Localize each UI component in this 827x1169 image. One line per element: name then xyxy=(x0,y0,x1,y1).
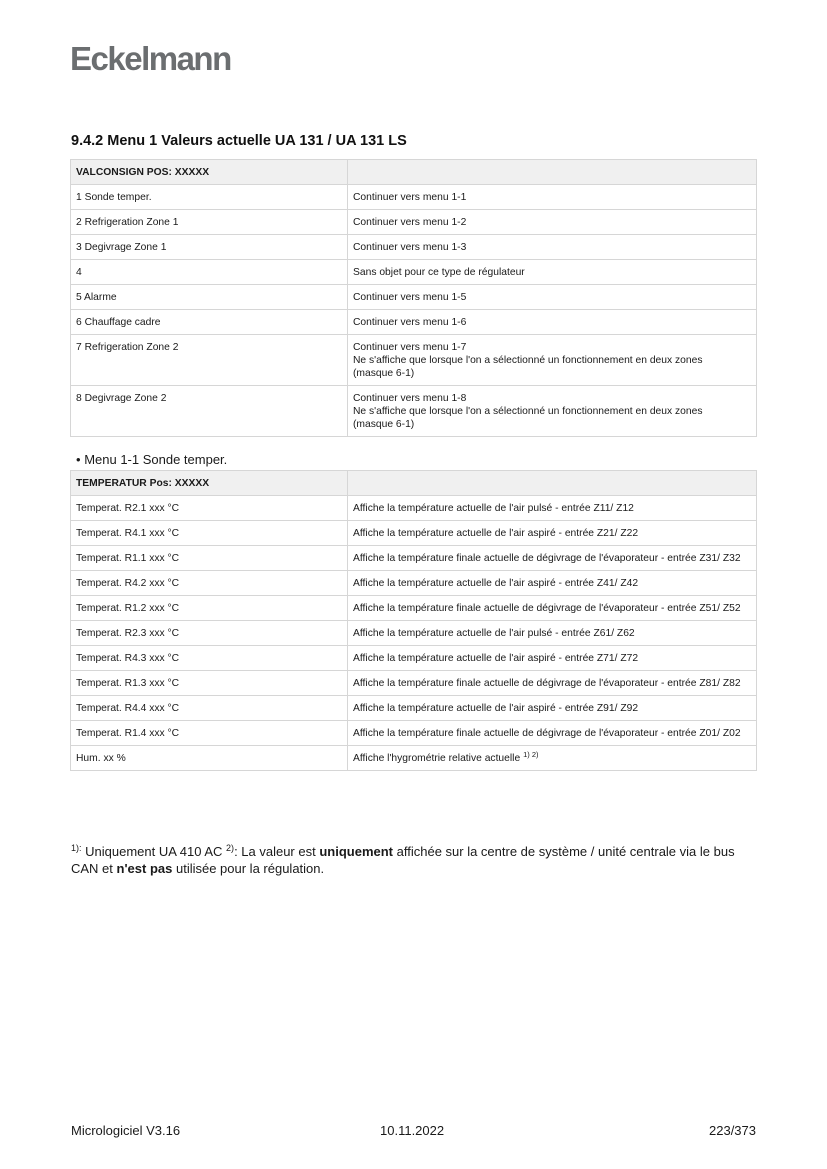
description-note: Ne s'affiche que lorsque l'on a sélectionné un fonctionnement en deux zones xyxy=(353,355,703,366)
description-note: (masque 6-1) xyxy=(353,419,415,430)
table-row xyxy=(71,310,757,335)
description-note: Ne s'affiche que lorsque l'on a sélectionné un fonctionnement en deux zones xyxy=(353,406,703,417)
menu-item-description xyxy=(348,285,757,310)
description-note: (masque 6-1) xyxy=(353,368,415,379)
table-row xyxy=(71,185,757,210)
temperature-label: Temperat. R4.2 xxx °C xyxy=(71,571,348,596)
menu-item-description xyxy=(348,185,757,210)
bullet-text: Menu 1-1 Sonde temper. xyxy=(84,452,228,467)
footnote-text-2: : La valeur est xyxy=(234,844,320,859)
table-row xyxy=(71,210,757,235)
table-header-row xyxy=(71,160,757,185)
temperature-description: Affiche la température actuelle de l'air aspiré - entrée Z41/ Z42 xyxy=(348,571,757,596)
description-text: Continuer vers menu 1-6 xyxy=(353,317,467,328)
footer-page-number: 223/373 xyxy=(709,1123,756,1138)
submenu-bullet xyxy=(76,452,227,467)
table-row xyxy=(71,696,757,721)
temperature-description: Affiche la température actuelle de l'air aspiré - entrée Z71/ Z72 xyxy=(348,646,757,671)
menu-item-label: 7 Refrigeration Zone 2 xyxy=(71,335,348,386)
table-row xyxy=(71,671,757,696)
footnote-mark-2: 2) xyxy=(226,843,235,853)
temperature-label: Temperat. R1.4 xxx °C xyxy=(71,721,348,746)
table-row xyxy=(71,646,757,671)
footnote-text-3: affichée sur la centre de système / unité centrale via le bus CAN et xyxy=(71,844,735,876)
temperature-label: Temperat. R4.1 xxx °C xyxy=(71,521,348,546)
humidity-description xyxy=(348,746,757,771)
footnote-bold-1: uniquement xyxy=(319,844,394,859)
table-header-empty-cell xyxy=(348,160,757,185)
temperature-description: Affiche la température finale actuelle de dégivrage de l'évaporateur - entrée Z31/ Z32 xyxy=(348,546,757,571)
temperature-description: Affiche la température finale actuelle de dégivrage de l'évaporateur - entrée Z81/ Z82 xyxy=(348,671,757,696)
temperature-label: Temperat. R2.1 xxx °C xyxy=(71,496,348,521)
menu-item-label: 4 xyxy=(71,260,348,285)
temperature-label: Temperat. R1.3 xxx °C xyxy=(71,671,348,696)
menu-1-1-table xyxy=(70,470,757,771)
menu-item-label: 2 Refrigeration Zone 1 xyxy=(71,210,348,235)
description-text: Continuer vers menu 1-3 xyxy=(353,242,467,253)
footnote-text-1: Uniquement UA 410 AC xyxy=(81,844,227,859)
humidity-label: Hum. xx % xyxy=(71,746,348,771)
menu-item-label: 6 Chauffage cadre xyxy=(71,310,348,335)
table-row xyxy=(71,285,757,310)
table-row xyxy=(71,721,757,746)
description-text: Continuer vers menu 1-8 xyxy=(353,393,467,404)
temperature-label: Temperat. R4.4 xxx °C xyxy=(71,696,348,721)
table-row xyxy=(71,621,757,646)
description-text: Continuer vers menu 1-2 xyxy=(353,217,467,228)
table-header-cell: VALCONSIGN POS: XXXXX xyxy=(71,160,348,185)
temperature-description: Affiche la température actuelle de l'air pulsé - entrée Z61/ Z62 xyxy=(348,621,757,646)
menu-item-description xyxy=(348,310,757,335)
description-text: Continuer vers menu 1-7 xyxy=(353,342,467,353)
footnote-text-4: utilisée pour la régulation. xyxy=(172,861,325,876)
menu-item-description xyxy=(348,260,757,285)
description-text: Continuer vers menu 1-1 xyxy=(353,192,467,203)
table-header-row xyxy=(71,471,757,496)
menu-item-label: 5 Alarme xyxy=(71,285,348,310)
table-row xyxy=(71,546,757,571)
menu-item-description xyxy=(348,335,757,386)
table-row xyxy=(71,235,757,260)
bullet-symbol: • xyxy=(76,452,81,467)
humidity-description-text: Affiche l'hygrométrie relative actuelle xyxy=(353,753,521,764)
footer-software-version: Micrologiciel V3.16 xyxy=(71,1123,181,1138)
table-header-empty-cell xyxy=(348,471,757,496)
description-text: Continuer vers menu 1-5 xyxy=(353,292,467,303)
menu-1-table xyxy=(70,159,757,437)
table-header-cell: TEMPERATUR Pos: XXXXX xyxy=(71,471,348,496)
temperature-description: Affiche la température actuelle de l'air aspiré - entrée Z91/ Z92 xyxy=(348,696,757,721)
menu-item-label: 1 Sonde temper. xyxy=(71,185,348,210)
footer-date: 10.11.2022 xyxy=(380,1123,445,1138)
temperature-description: Affiche la température finale actuelle de dégivrage de l'évaporateur - entrée Z51/ Z52 xyxy=(348,596,757,621)
temperature-description: Affiche la température actuelle de l'air pulsé - entrée Z11/ Z12 xyxy=(348,496,757,521)
description-text: Sans objet pour ce type de régulateur xyxy=(353,267,525,278)
temperature-label: Temperat. R1.1 xxx °C xyxy=(71,546,348,571)
table-row xyxy=(71,596,757,621)
menu-item-label: 3 Degivrage Zone 1 xyxy=(71,235,348,260)
menu-item-description xyxy=(348,235,757,260)
footnote-bold-2: n'est pas xyxy=(116,861,173,876)
temperature-label: Temperat. R2.3 xxx °C xyxy=(71,621,348,646)
table-row xyxy=(71,260,757,285)
menu-item-description xyxy=(348,210,757,235)
menu-item-label: 8 Degivrage Zone 2 xyxy=(71,386,348,437)
temperature-label: Temperat. R1.2 xxx °C xyxy=(71,596,348,621)
temperature-description: Affiche la température actuelle de l'air aspiré - entrée Z21/ Z22 xyxy=(348,521,757,546)
eckelmann-logo: Eckelmann xyxy=(70,40,231,77)
table-row xyxy=(71,386,757,437)
temperature-description: Affiche la température finale actuelle de dégivrage de l'évaporateur - entrée Z01/ Z02 xyxy=(348,721,757,746)
footnote-mark-1: 1): xyxy=(71,843,82,853)
humidity-footnote-marks: 1) 2) xyxy=(523,750,539,759)
section-title: 9.4.2 Menu 1 Valeurs actuelle UA 131 / UA 131 LS xyxy=(71,133,407,149)
table-row xyxy=(71,335,757,386)
table-row xyxy=(71,571,757,596)
table-row xyxy=(71,496,757,521)
temperature-label: Temperat. R4.3 xxx °C xyxy=(71,646,348,671)
menu-item-description xyxy=(348,386,757,437)
table-row xyxy=(71,521,757,546)
table-row xyxy=(71,746,757,771)
footnote xyxy=(71,843,759,877)
